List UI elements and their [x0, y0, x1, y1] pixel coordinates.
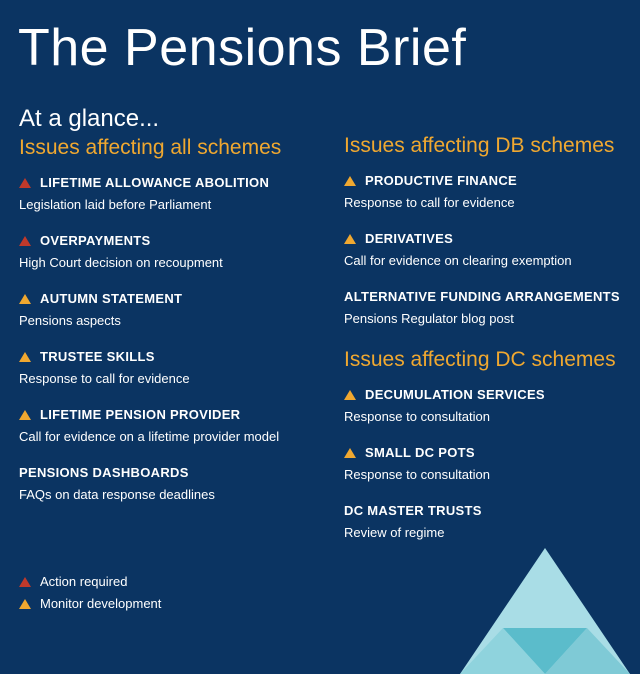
issue-title: DC MASTER TRUSTS: [344, 503, 482, 518]
issue-subtitle: Pensions aspects: [19, 313, 121, 328]
issue-subtitle: Pensions Regulator blog post: [344, 311, 514, 326]
issue-item: [19, 406, 319, 446]
issue-subtitle: Call for evidence on clearing exemption: [344, 253, 572, 268]
issue-item: [344, 230, 634, 270]
legend: [19, 571, 161, 615]
issue-title: SMALL DC POTS: [365, 445, 475, 460]
legend-action-row: [19, 571, 161, 593]
issue-subtitle: Review of regime: [344, 525, 445, 540]
db-schemes-heading: Issues affecting DB schemes: [344, 134, 615, 157]
issue-subtitle: Response to consultation: [344, 409, 490, 424]
issue-subtitle: Call for evidence on a lifetime provider model: [19, 429, 280, 444]
action-required-icon: [19, 178, 31, 188]
all-schemes-heading: Issues affecting all schemes: [19, 136, 282, 159]
pyramid-logo-icon: [460, 548, 630, 674]
issue-title: DECUMULATION SERVICES: [365, 387, 545, 402]
issue-title: PENSIONS DASHBOARDS: [19, 465, 189, 480]
monitor-development-icon: [344, 234, 356, 244]
monitor-development-icon: [19, 410, 31, 420]
issue-title: LIFETIME ALLOWANCE ABOLITION: [40, 175, 270, 190]
monitor-development-icon: [19, 294, 31, 304]
issue-item: [344, 444, 634, 484]
issue-subtitle: High Court decision on recoupment: [19, 255, 223, 270]
issue-title: PRODUCTIVE FINANCE: [365, 173, 518, 188]
all-schemes-column: [19, 134, 319, 522]
issue-subtitle: Response to call for evidence: [19, 371, 190, 386]
issue-item: [344, 502, 634, 542]
issue-item: [344, 172, 634, 212]
legend-monitor-row: [19, 593, 161, 615]
issue-item: [19, 174, 319, 214]
legend-monitor-label: Monitor development: [40, 596, 162, 611]
issue-subtitle: Response to consultation: [344, 467, 490, 482]
issue-title: AUTUMN STATEMENT: [40, 291, 183, 306]
monitor-development-icon: [19, 599, 31, 609]
monitor-development-icon: [344, 448, 356, 458]
issue-title: OVERPAYMENTS: [40, 233, 151, 248]
issue-title: TRUSTEE SKILLS: [40, 349, 155, 364]
monitor-development-icon: [19, 352, 31, 362]
issue-subtitle: Legislation laid before Parliament: [19, 197, 212, 212]
dc-schemes-heading: Issues affecting DC schemes: [344, 348, 616, 371]
action-required-icon: [19, 236, 31, 246]
issue-item: [344, 386, 634, 426]
legend-action-label: Action required: [40, 574, 128, 589]
monitor-development-icon: [344, 390, 356, 400]
issue-subtitle: Response to call for evidence: [344, 195, 515, 210]
at-a-glance-heading: At a glance...: [19, 105, 160, 132]
dc-section: [344, 346, 634, 542]
issue-title: DERIVATIVES: [365, 231, 454, 246]
issue-item: [19, 464, 319, 504]
issue-subtitle: FAQs on data response deadlines: [19, 487, 215, 502]
action-required-icon: [19, 577, 31, 587]
monitor-development-icon: [344, 176, 356, 186]
issue-title: LIFETIME PENSION PROVIDER: [40, 407, 241, 422]
issue-title: ALTERNATIVE FUNDING ARRANGEMENTS: [344, 289, 620, 304]
page-title: The Pensions Brief: [18, 19, 467, 77]
issue-item: [344, 288, 634, 328]
issue-item: [19, 290, 319, 330]
db-dc-column: [344, 132, 634, 560]
issue-item: [19, 348, 319, 388]
issue-item: [19, 232, 319, 272]
